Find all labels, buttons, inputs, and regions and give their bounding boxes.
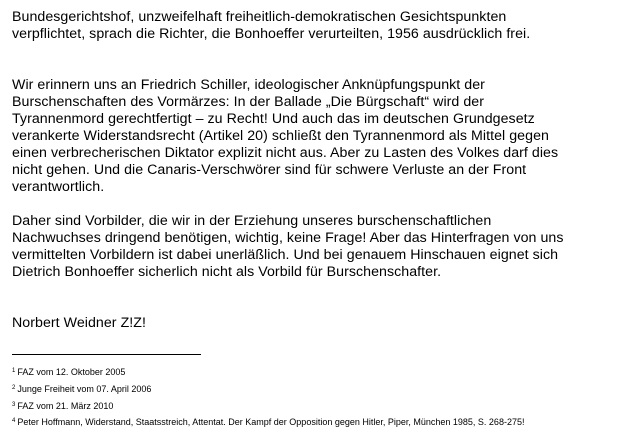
footnote-4 [12,416,524,428]
footnote-text: Junge Freiheit vom 07. April 2006 [17,384,152,394]
text-line: Tyrannenmord gerechtfertigt – zu Recht! Und auch das im deutschen Grundgesetz [12,111,535,127]
footnote-text: Peter Hoffmann, Widerstand, Staatsstreich, Attentat. Der Kampf der Opposition gegen Hitler, Piper, München 1985, S. 268-275! [17,417,525,427]
text-line: verankerte Widerstandsrecht (Artikel 20) schließt den Tyrannenmord als Mittel gegen [12,128,549,144]
footnote-3 [12,400,113,412]
text-line: vermittelten Vorbildern ist dabei unerläßlich. Und bei genauem Hinschauen eignet sich [12,247,559,263]
signature-paragraph [12,315,636,332]
footnote-number: 2 [12,385,16,391]
footnote-2 [12,383,151,395]
text-line: einen verbrecherischen Diktator explizit nicht aus. Aber zu Lasten des Volkes darf dies [12,145,559,161]
footnote-separator [12,354,201,355]
footnote-number: 1 [12,368,16,374]
text-line: Nachwuchses dringend benötigen, wichtig, keine Frage! Aber das Hinterfragen von uns [12,230,564,246]
text-line: Burschenschaften des Vormärzes: In der Ballade „Die Bürgschaft“ wird der [12,94,485,110]
author-signature: Norbert Weidner Z!Z! [12,315,146,331]
paragraph-3 [12,213,636,281]
footnote-text: FAZ vom 12. Oktober 2005 [17,367,126,377]
paragraph-1 [12,9,636,43]
text-line: nicht gehen. Und die Canaris-Verschwörer sind für schwere Verluste an der Front [12,162,527,178]
footnote-text: FAZ vom 21. März 2010 [17,401,114,411]
text-line: Daher sind Vorbilder, die wir in der Erziehung unseres burschenschaftlichen [12,213,492,229]
text-line: Bundesgerichtshof, unzweifelhaft freiheitlich-demokratischen Gesichtspunkten [12,9,507,25]
footnote-1 [12,366,125,378]
text-line: Wir erinnern uns an Friedrich Schiller, ideologischer Anknüpfungspunkt der [12,77,485,93]
text-line: verpflichtet, sprach die Richter, die Bonhoeffer verurteilten, 1956 ausdrücklich frei. [12,26,531,42]
footnote-number: 4 [12,418,16,424]
text-line: Dietrich Bonhoeffer sicherlich nicht als Vorbild für Burschenschafter. [12,264,442,280]
footnote-number: 3 [12,402,16,408]
paragraph-2 [12,77,636,196]
text-line: verantwortlich. [12,179,105,195]
